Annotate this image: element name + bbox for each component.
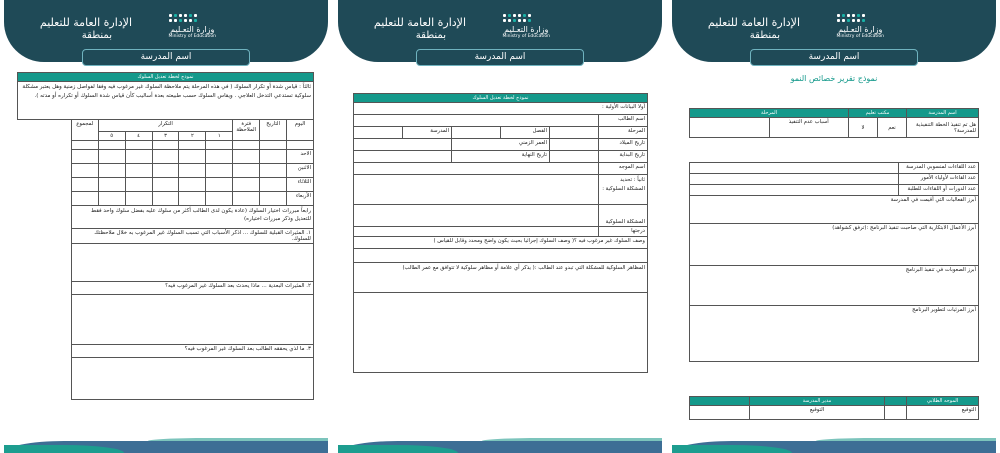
region-label: بمنطقة xyxy=(81,30,112,41)
label-degree: درجتها xyxy=(599,227,648,237)
field-stage[interactable] xyxy=(550,127,599,139)
row-day-wednesday: الأربعاء xyxy=(287,192,314,206)
col-period: فترة الملاحظة xyxy=(233,120,260,141)
field-start-date[interactable] xyxy=(550,151,599,163)
label-school: المدرسة xyxy=(403,127,452,139)
field-meetings-staff[interactable] xyxy=(690,163,899,174)
col-school-name: اسم المدرسة xyxy=(907,109,979,118)
answer-student-gain[interactable] xyxy=(71,358,313,400)
field-identify-problem[interactable] xyxy=(354,175,599,205)
label-end-date: تاريخ النهاية xyxy=(452,151,550,163)
label-innovative-works: أبرز الأعمال الابتكارية التي صاحبت تنفيذ البرنامج :(ترفق كشواهد) xyxy=(690,224,979,266)
field-counselor[interactable] xyxy=(354,163,599,175)
label-suggestions: أبرز المرئيات لتطوير البرنامج xyxy=(690,306,979,362)
label-courses: عدد الدورات أو اللقاءات للطلبة xyxy=(899,185,979,196)
form-title: نموذج لخطة تعديل السلوك xyxy=(18,73,314,82)
page-behavior-plan-basic-info xyxy=(338,0,662,453)
program-stats-table xyxy=(689,162,979,362)
row-day-tuesday: الثلاثاء xyxy=(287,178,314,192)
count-4: ٤ xyxy=(125,132,152,141)
label-start-date: تاريخ البداية xyxy=(599,151,648,163)
region-label: بمنطقة xyxy=(749,30,780,41)
general-admin-title: الإدارة العامة للتعليم xyxy=(707,16,800,29)
col-education-office: مكتب تعليم xyxy=(849,109,907,118)
region-label: بمنطقة xyxy=(415,30,446,41)
col-repetition: التكرار xyxy=(98,120,233,132)
moe-arabic: وزارة التعـليم xyxy=(838,25,883,34)
ministry-logo xyxy=(503,14,550,39)
label-description: وصف السلوك غير مرغوب فيه ؟( وصف السلوك إجرائيا بحيث يكون واضح ومحدد وقابل للقياس ) xyxy=(354,237,648,249)
label-counselor: اسم الموجه xyxy=(599,163,648,175)
label-student-name: اسم الطالب xyxy=(599,115,648,127)
col-day: اليوم xyxy=(287,120,314,141)
row-day-sunday: الاحد xyxy=(287,150,314,164)
option-yes[interactable]: نعم xyxy=(878,118,907,138)
count-1: ١ xyxy=(206,132,233,141)
count-2: ٢ xyxy=(179,132,206,141)
measurement-table xyxy=(17,72,314,400)
school-name-banner: اسم المدرسة xyxy=(416,49,584,66)
counselor-signature[interactable]: التوقيع xyxy=(907,406,979,420)
label-reasons: أسباب عدم التنفيذ xyxy=(769,118,849,138)
general-admin-title: الإدارة العامة للتعليم xyxy=(373,16,466,29)
moe-english: Ministry of Education xyxy=(502,34,550,39)
moe-arabic: وزارة التعـليم xyxy=(504,25,549,34)
basic-info-table xyxy=(353,93,648,373)
school-name-banner: اسم المدرسة xyxy=(82,49,250,66)
answer-antecedents[interactable] xyxy=(71,244,313,282)
question-plan-executed: هل تم تنفيذ الخطة التنفيذية للمدرسة؟ xyxy=(907,118,979,138)
field-description[interactable] xyxy=(354,249,648,263)
col-stage: المرحلة xyxy=(690,109,849,118)
col-date: التاريخ xyxy=(260,120,287,141)
ministry-logo xyxy=(837,14,884,39)
section4-text: رابعاً مبررات اختيار السلوك (عادة يكون لدى الطالب أكثر من سلوك عليه بفضل سلوك واحد فقط للتعديل وذكر مبررات اختياره) xyxy=(71,206,313,229)
field-student-name[interactable] xyxy=(354,115,599,127)
field-birth-date[interactable] xyxy=(550,139,599,151)
basic-info-heading: أولا البيانات الأولية : xyxy=(354,103,648,115)
label-birth-date: تاريخ الميلاد xyxy=(599,139,648,151)
school-name-banner: اسم المدرسة xyxy=(750,49,918,66)
ministry-logo xyxy=(169,14,216,39)
question-antecedents: ١. المثيرات القبلية للسلوك ... اذكر الأسباب التي تسبب السلوك غير المرغوب به خلال ملاحظتك للسلوك. xyxy=(71,229,313,244)
answer-consequences[interactable] xyxy=(71,295,313,345)
general-admin-title: الإدارة العامة للتعليم xyxy=(39,16,132,29)
field-school[interactable] xyxy=(354,127,403,139)
row-day-monday: الاثنين xyxy=(287,164,314,178)
field-courses[interactable] xyxy=(690,185,899,196)
principal-signature[interactable]: التوقيع xyxy=(750,406,885,420)
col-principal: مدير المدرسة xyxy=(750,397,885,406)
label-difficulties: أبرز الصعوبات في تنفيذ البرنامج xyxy=(690,266,979,306)
field-behavioral-problem[interactable] xyxy=(354,205,599,227)
plan-execution-table xyxy=(689,108,979,138)
count-3: ٣ xyxy=(152,132,179,141)
label-meetings-staff: عدد اللقاءات لمنسوبي المدرسة xyxy=(899,163,979,174)
field-end-date[interactable] xyxy=(354,151,452,163)
page-behavior-plan-measurement xyxy=(4,0,328,453)
form-title: نموذج لخطة تعديل السلوك xyxy=(354,94,648,103)
field-age[interactable] xyxy=(354,139,452,151)
label-identify-problem: ثانياً : تحديد المشكلة السلوكية : xyxy=(599,175,648,205)
signature-table xyxy=(689,396,979,420)
moe-english: Ministry of Education xyxy=(836,34,884,39)
label-class: الفصل xyxy=(501,127,550,139)
question-consequences: ٢. المثيرات البعدية ... ماذا يحدث بعد السلوك غير المرغوب فيه؟ xyxy=(71,282,313,295)
col-total: لمجموع xyxy=(71,120,98,141)
report-title: نموذج تقرير خصائص النمو xyxy=(790,74,878,83)
field-degree[interactable] xyxy=(354,227,599,237)
label-stage: المرحلة xyxy=(599,127,648,139)
field-class[interactable] xyxy=(452,127,501,139)
field-reasons[interactable] xyxy=(690,118,770,138)
section3-text: ثالثاً : قياس شدة أو تكرار السلوك ( في هذه المرحلة يتم ملاحظة السلوك غير مرغوب فيه وفقا لفواصل زمنية وهل يعتبر مشكلة سلوكية تستدعي التدخل العلاجي . ويقاس السلوك حسب طبيعته بعدة أساليب كأن قياس شدة السلوك أو تكراره أو مدته ). xyxy=(18,82,314,120)
label-manifestations: المظاهر السلوكية للمشكلة التي تبدو عند الطالب :( يذكر أي علامة أو مظاهر سلوكية لا تتوافق مع عمر الطالب) xyxy=(354,263,648,293)
label-activities: أبرز الفعاليات التي أقيمت في المدرسة xyxy=(690,196,979,224)
page-growth-report xyxy=(672,0,996,453)
col-counselor: الموجه الطلابي xyxy=(907,397,979,406)
question-student-gain: ٣. ما لذي يحققه الطالب بعد السلوك غير المرغوب فيه؟ xyxy=(71,345,313,358)
moe-arabic: وزارة التعـليم xyxy=(170,25,215,34)
field-manifestations[interactable] xyxy=(354,293,648,373)
label-age: العمر الزمني xyxy=(452,139,550,151)
moe-english: Ministry of Education xyxy=(168,34,216,39)
field-meetings-parents[interactable] xyxy=(690,174,899,185)
option-no[interactable]: لا xyxy=(849,118,878,138)
label-meetings-parents: عدد القاءات لأولياء الأمور xyxy=(899,174,979,185)
label-behavioral-problem: المشكلة السلوكية xyxy=(599,205,648,227)
count-5: ٥ xyxy=(98,132,125,141)
